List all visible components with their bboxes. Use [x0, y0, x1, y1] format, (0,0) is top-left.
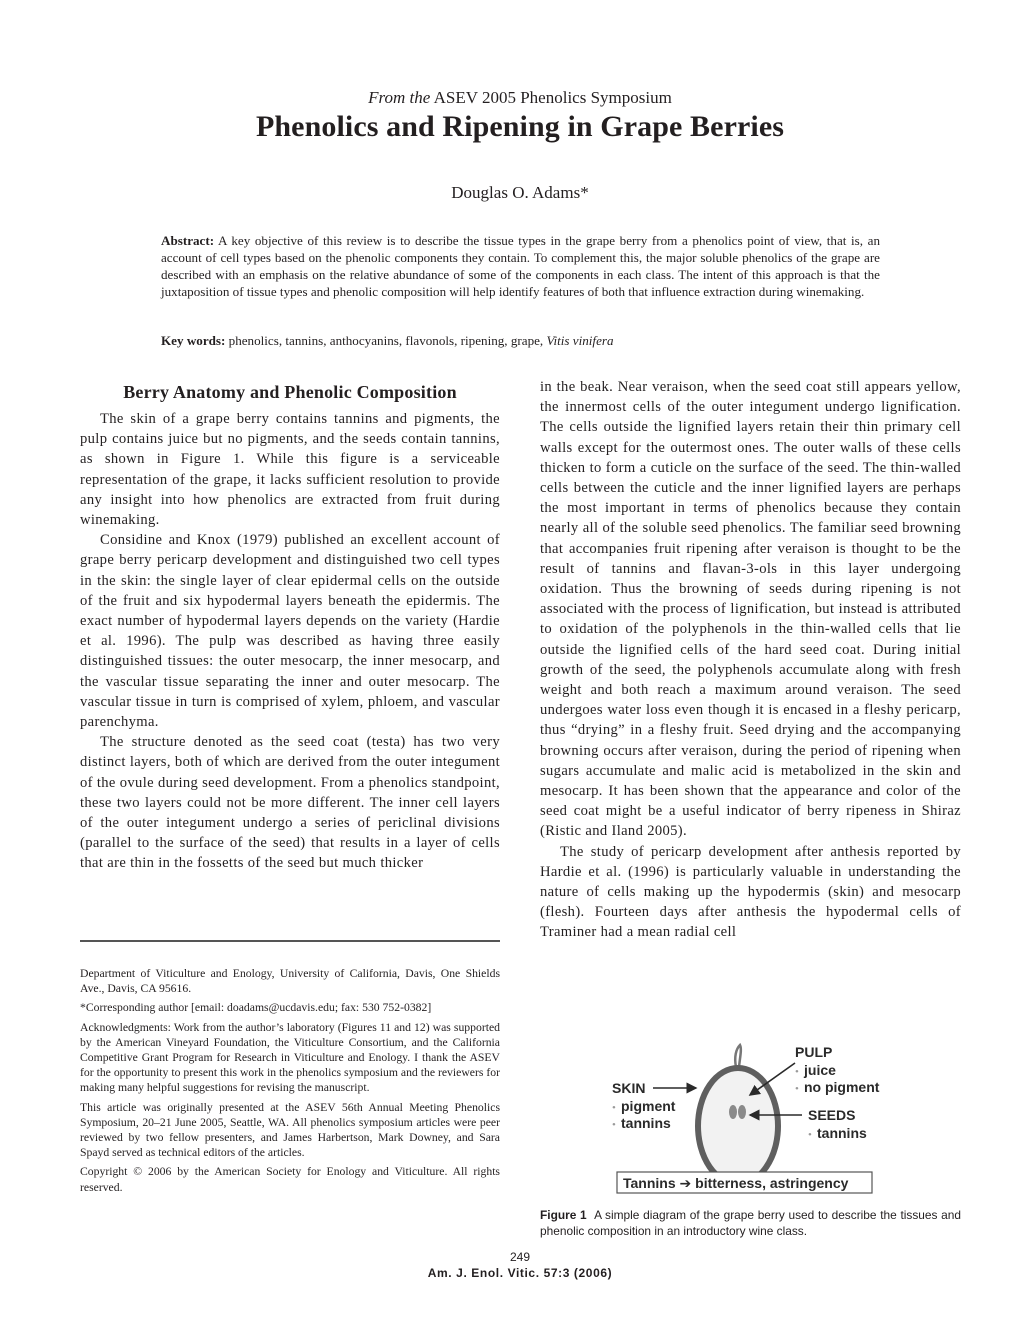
keywords-text: phenolics, tannins, anthocyanins, flavonols, ripening, grape, [228, 333, 544, 348]
keywords-label: Key words: [161, 333, 226, 348]
bullet: • [795, 1066, 799, 1078]
body-paragraph: The study of pericarp development after anthesis reported by Hardie et al. (1996) is particularly valuable in understanding the nature of cells making up the hypodermis (skin) and mesocarp (flesh). Fourteen days after anthesis the hypodermal cells of Traminer had a mean radial cell [540, 843, 961, 941]
symposium-prefix: From the [368, 88, 431, 107]
skin-item: pigment [621, 1098, 676, 1114]
body-paragraph: in the beak. Near veraison, when the seed coat still appears yellow, the innermost cells of the outer integument undergo lignification. The cells outside the lignified layers retain their thin primary cell walls except for the outermost ones. The outer walls of these cells thicken to form a cuticle on the surface of the seed. The thin-walled cells between the cuticle and the inner lignified layers are perhaps the most important in terms of phenolics because they contain nearly all of the soluble seed phenolics. The familiar seed browning that accompanies fruit ripening after veraison is thought to be the result of tannins and flavan-3-ols in this layer undergoing oxidation. Thus the browning of seeds during ripening is not associated with the process of lignification, but instead is attributed to oxidation of the polyphenols in the thin-walled cells that lie outside the lignified cells of the hard seed coat. During initial growth of the seed, the polyphenols accumulate along with fresh weight and both reach a maximum around veraison. The seed undergoes water loss even though it is encased in a fleshy pericarp, thus “drying” in a fleshy fruit. Seed drying and the accompanying browning occurs after veraison, during the period of ripening when sugars accumulate and malic acid is metabolized in the skin and mesocarp. It has been shown that the appearance and color of the seed coat might be a useful indicator of berry ripeness in Shiraz (Ristic and Iland 2005). [540, 379, 961, 840]
seeds-item: tannins [817, 1125, 867, 1141]
bullet: • [795, 1083, 799, 1095]
footnote-presentation: This article was originally presented at the ASEV 56th Annual Meeting Phenolics Symposium, 20–21 June 2005, Seattle, WA. All phenolics symposium articles were peer reviewed by two fellow presenters, and James Harbertson, Mark Downey, and Sara Spayd served as technical editors of the articles. [80, 1100, 500, 1160]
article-title: Phenolics and Ripening in Grape Berries [255, 110, 785, 143]
figure-1-grape-berry-diagram [590, 1035, 900, 1200]
footnote-corresponding-author: *Corresponding author [email: doadams@ucdavis.edu; fax: 530 752-0382] [80, 1001, 432, 1015]
author-name: Douglas O. Adams* [451, 183, 589, 202]
seed-right [738, 1105, 746, 1119]
bullet: • [612, 1119, 616, 1131]
bullet: • [808, 1129, 812, 1141]
footnote-acknowledgments: Acknowledgments: Work from the author’s laboratory (Figures 11 and 12) was supported by the American Vineyard Foundation, the Viticulture Consortium, and the California Competitive Grant Program for Research in Viticulture and Enology. I thank the ASEV for the opportunity to present this work in the phenolics symposium and the reviewers for making many helpful suggestions for revising the manuscript. [80, 1020, 500, 1095]
arrow-right-icon: ➔ [679, 1175, 692, 1191]
left-column [80, 380, 500, 874]
caption-label: Figure 1 [540, 1208, 587, 1222]
keywords [161, 332, 880, 349]
body-paragraph: Considine and Knox (1979) published an excellent account of grape berry pericarp development and distinguished two cell types in the skin: the single layer of clear epidermal cells on the outside of the fruit and six hypodermal layers beneath the epidermis. The exact number of hypodermal layers depends on the variety (Hardie et al. 1996). The pulp was described as having three easily distinguished tissues: the outer mesocarp, the inner mesocarp, and the vascular tissue separating the inner and outer mesocarp. The vascular tissue in turn is comprised of xylem, phloem, and vascular parenchyma. [80, 532, 500, 731]
berry-diagram [590, 1035, 900, 1200]
abstract [161, 232, 880, 300]
footnote-affiliation: Department of Viticulture and Enology, University of California, Davis, One Shields Ave., Davis, CA 95616. [80, 967, 500, 996]
footnotes [80, 966, 500, 1199]
tannins-box-left: Tannins [623, 1175, 676, 1191]
symposium-name: ASEV 2005 Phenolics Symposium [433, 88, 672, 107]
bullet: • [612, 1102, 616, 1114]
right-column [540, 377, 961, 943]
body-paragraph: The skin of a grape berry contains tannins and pigments, the pulp contains juice but no pigments, and the seeds contain tannins, as shown in Figure 1. While this figure is a serviceable representation of the grape, it lacks sufficient resolution to provide any insight into how phenolics are extracted from fruit during winemaking. [80, 411, 500, 529]
skin-label: SKIN [612, 1080, 646, 1096]
tannins-box-text [623, 1175, 849, 1191]
footnote-divider [80, 940, 500, 942]
stem-icon [735, 1045, 741, 1067]
tannins-box-right: bitterness, astringency [695, 1175, 849, 1191]
pulp-item: juice [804, 1062, 836, 1078]
skin-item: tannins [621, 1115, 671, 1131]
seeds-label: SEEDS [808, 1107, 856, 1123]
seed-left [729, 1105, 737, 1119]
symposium-line [0, 88, 1020, 108]
pulp-item: no pigment [804, 1079, 880, 1095]
body-paragraph: The structure denoted as the seed coat (testa) has two very distinct layers, both of which are derived from the outer integument of the ovule during seed development. From a phenolics standpoint, these two layers could not be more different. The inner cell layers of the outer integument undergo a series of periclinal divisions (parallel to the surface of the seed) that results in a layer of cells that are thin in the fossetts of the seed but much thicker [80, 734, 500, 872]
pulp-label: PULP [795, 1044, 833, 1060]
caption-text: A simple diagram of the grape berry used to describe the tissues and phenolic composition in an introductory wine class. [540, 1208, 961, 1238]
abstract-text: A key objective of this review is to describe the tissue types in the grape berry from a phenolics point of view, that is, an account of cell types based on the phenolic components they contain. To complement this, the major soluble phenolics of the grape are described with an emphasis on the relative abundance of some of the components in each class. The intent of this approach is that the juxtaposition of tissue types and phenolic composition will help identify features of both that influence extraction during winemaking. [161, 233, 880, 299]
page-number: 249 [509, 1250, 531, 1264]
footnote-copyright: Copyright © 2006 by the American Society for Enology and Viticulture. All rights reserved. [80, 1165, 500, 1194]
section-heading: Berry Anatomy and Phenolic Composition [123, 382, 457, 402]
abstract-label: Abstract: [161, 233, 215, 248]
figure-caption [540, 1207, 961, 1239]
berry-skin [698, 1068, 778, 1184]
journal-citation: Am. J. Enol. Vitic. 57:3 (2006) [427, 1266, 613, 1280]
keywords-italic: Vitis vinifera [546, 333, 614, 348]
